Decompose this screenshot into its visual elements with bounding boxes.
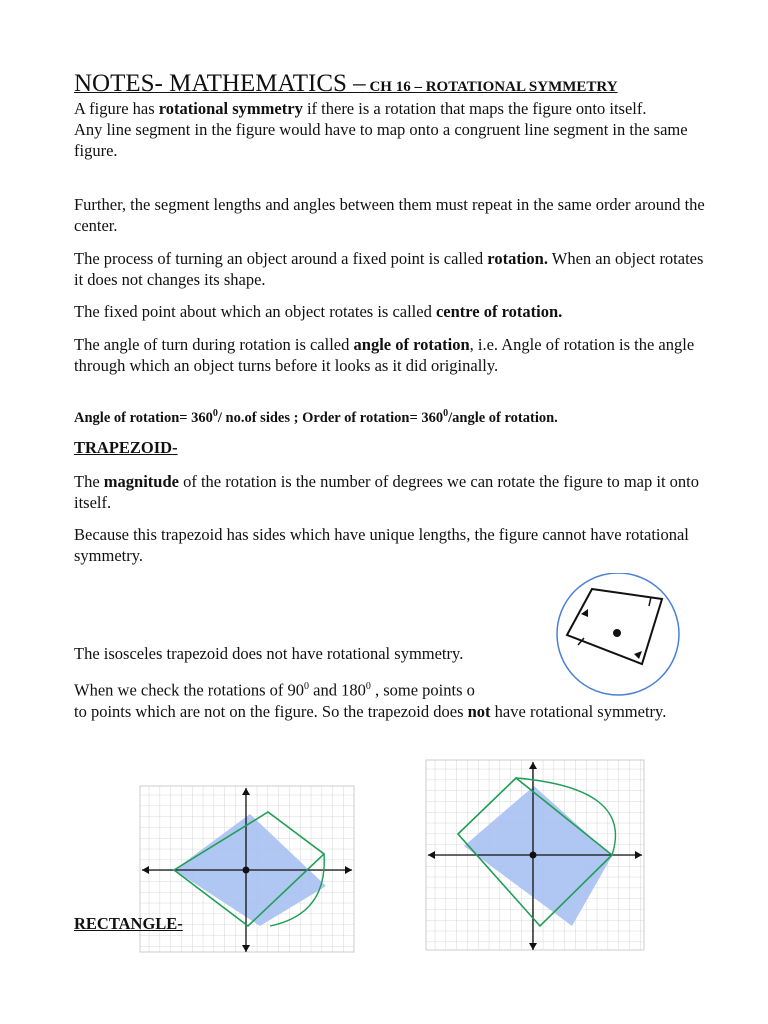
angle-paragraph: The angle of turn during rotation is called angle of rotation, i.e. Angle of rotation is the angle through which an object turns before it looks as it did originally.	[74, 335, 695, 375]
rotation-check-paragraph: When we check the rotations of $90^0$ and $180^0$ , some points o to points which are not on the figure. So the trapezoid does not have rotational symmetry.	[74, 680, 667, 721]
trapezoid-heading: TRAPEZOID-	[74, 438, 178, 457]
title-chapter: CH 16 – ROTATIONAL SYMMETRY	[365, 79, 618, 95]
segment-repeat-paragraph: Further, the segment lengths and angles between them must repeat in the same order around the center.	[74, 195, 705, 235]
magnitude-paragraph: The magnitude of the rotation is the number of degrees we can rotate the figure to map it onto itself.	[74, 472, 700, 512]
isosceles-paragraph: The isosceles trapezoid does not have rotational symmetry.	[74, 644, 464, 663]
unique-lengths-paragraph: Because this trapezoid has sides which have unique lengths, the figure cannot have rotational symmetry.	[74, 525, 689, 565]
centre-paragraph: The fixed point about which an object rotates is called centre of rotation.	[74, 302, 563, 321]
origin-point	[530, 852, 537, 859]
rotation-paragraph: The process of turning an object around a fixed point is called rotation. When an object rotates it does not changes its shape.	[74, 249, 704, 289]
rectangle-heading: RECTANGLE-	[74, 914, 183, 933]
rotation-formula: Angle of rotation= $360^0/$ no.of sides ; Order of rotation= $360^0$/angle of rotation.	[74, 408, 558, 426]
center-point	[613, 629, 621, 637]
origin-point	[243, 867, 250, 874]
trapezoid-circle-figure	[550, 573, 690, 697]
definition-paragraph: A figure has rotational symmetry if there is a rotation that maps the figure onto itself. Any line segment in the figure would have to map onto a congruent line segment in the same figure.	[74, 99, 688, 160]
right-rotation-graph	[424, 758, 646, 954]
title-main: NOTES- MATHEMATICS –	[74, 70, 366, 97]
page-title	[74, 70, 618, 98]
